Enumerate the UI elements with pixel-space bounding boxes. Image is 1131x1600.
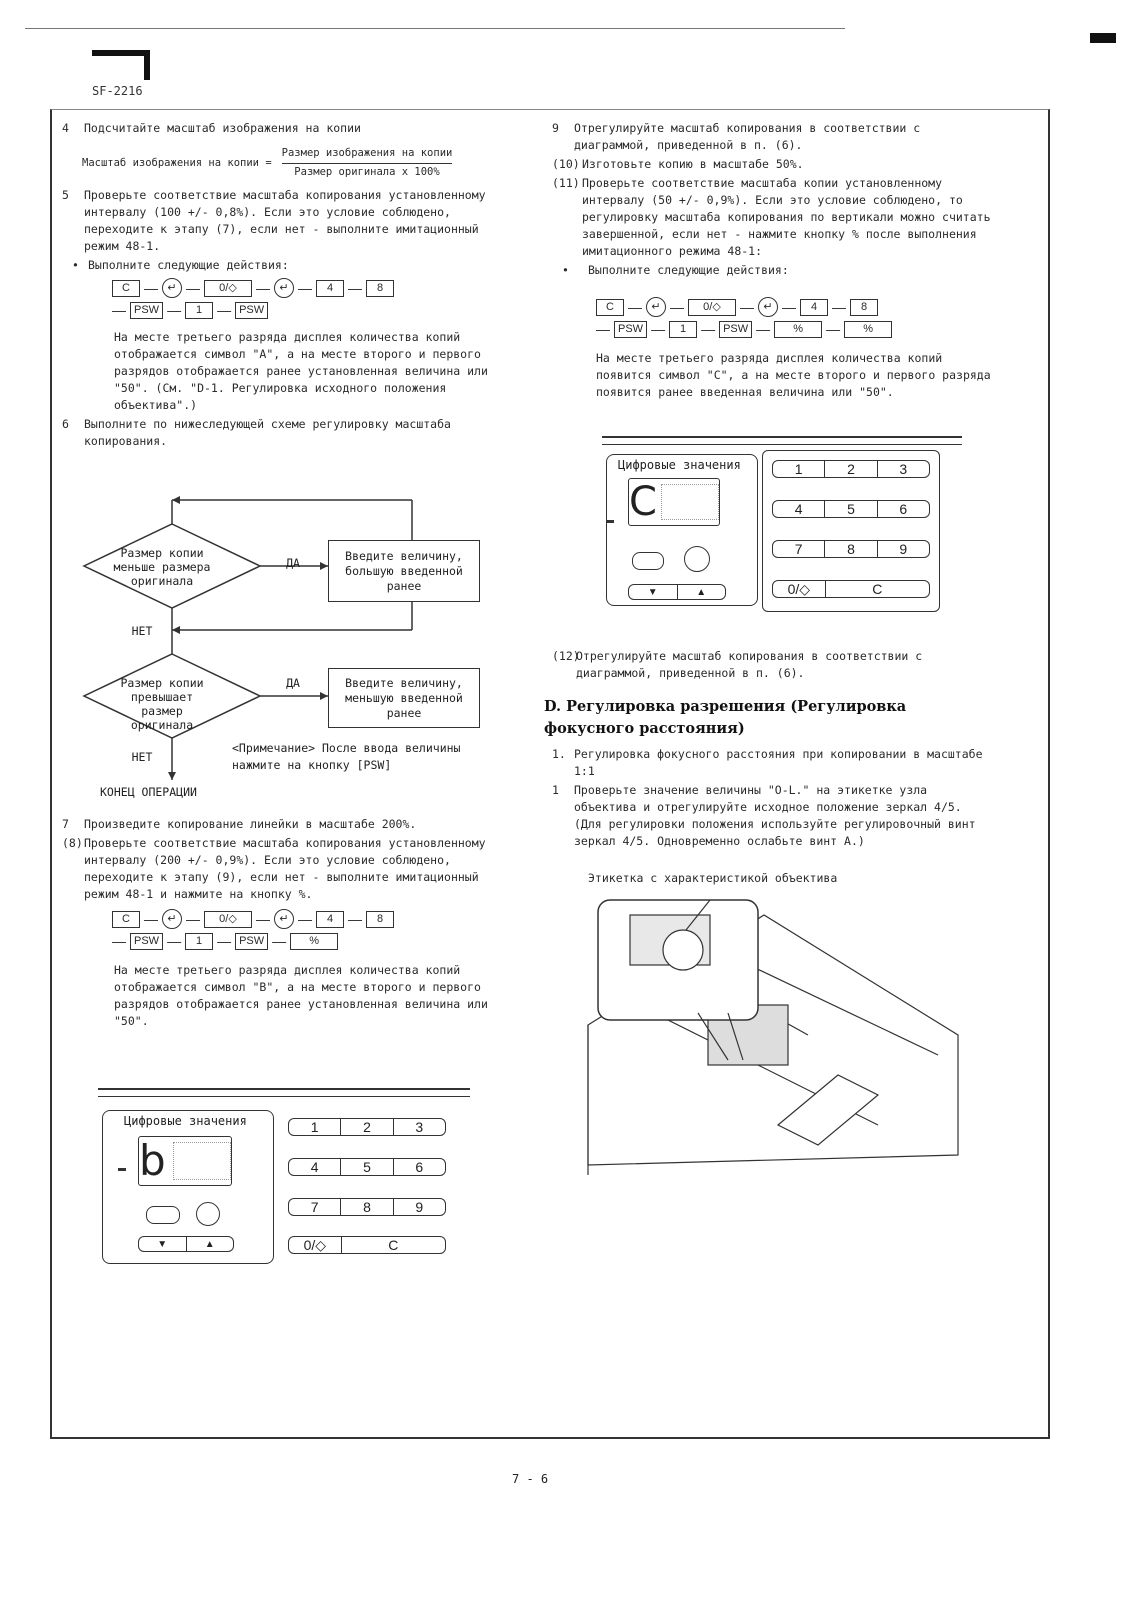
enter-icon: ↵ <box>646 297 666 317</box>
up-arrow-icon: ▲ <box>186 1237 234 1251</box>
down-arrow-icon: ▼ <box>157 1238 168 1250</box>
corner-mark <box>1090 33 1116 43</box>
key-zero: 0/◇ <box>688 299 736 316</box>
control-panel-right: Цифровые значения C ▼ ▲ 1 2 3 4 5 6 7 8 9 0/◇ C <box>602 436 962 626</box>
flow-note: <Примечание> После ввода величины нажмите на кнопку [PSW] <box>232 741 461 772</box>
key-psw: PSW <box>130 933 163 950</box>
left-column <box>62 120 502 452</box>
enter-icon: ↵ <box>274 278 294 298</box>
panel-button <box>632 552 664 570</box>
lcd-display: b <box>138 1136 232 1186</box>
key-percent: % <box>290 933 338 950</box>
enter-icon: ↵ <box>162 278 182 298</box>
note-b: На месте третьего разряда дисплея количества копий отображается символ "B", а на месте второго и первого разрядов отображается ранее установленная величина или "50". <box>114 963 488 1028</box>
enter-icon: ↵ <box>274 909 294 929</box>
down-arrow-icon: ▼ <box>647 586 658 598</box>
key-1: 1 <box>185 933 213 950</box>
key-sequence-b: C — ↵ — 0/◇ — ↵ — 4 — 8 — PSW — 1 — PSW — % <box>62 909 502 950</box>
key-c: C <box>112 280 140 297</box>
key-8: 8 <box>366 280 394 297</box>
panel-label: Цифровые значения <box>618 458 741 472</box>
key-8: 8 <box>366 911 394 928</box>
scale-formula: Масштаб изображения на копии = $\frac{\text{Размер изображения на копии}}{\text{Размер оригинала x 100\%}}$ <box>82 147 453 178</box>
page-number: 7 - 6 <box>512 1472 549 1486</box>
step-7: 7 Произведите копирование линейки в масштабе 200%. <box>62 817 417 831</box>
step-5: 5 Проверьте соответствие масштаба копирования установленному интервалу (100 +/- 0,8%). Если это условие соблюдено, переходите к этапу (7), если нет - выполните имитационный режим 48-1. <box>62 188 486 253</box>
key-1: 1 <box>185 302 213 319</box>
step-10: (10) Изготовьте копию в масштабе 50%. <box>552 157 804 171</box>
key-psw: PSW <box>235 933 268 950</box>
bullet-actions: • Выполните следующие действия: <box>62 257 502 274</box>
section-heading: D. Регулировка разрешения (Регулировка фокусного расстояния) <box>544 698 907 737</box>
arrow-keys <box>628 584 726 600</box>
step-11: (11) Проверьте соответствие масштаба копии установленному интервалу (50 +/- 0,9%). Если это условие соблюдено, то регулировку масштаба копирования по вертикали можно считать завершенной, если нет - нажмите кнопку % после выполнения имитационного режима 48-1: <box>552 176 991 258</box>
enter-icon: ↵ <box>758 297 778 317</box>
key-zero: 0/◇ <box>204 280 252 297</box>
flow-yes-1: ДА <box>286 556 300 570</box>
key-c: C <box>596 299 624 316</box>
enter-icon: ↵ <box>162 909 182 929</box>
key-psw: PSW <box>719 321 752 338</box>
control-panel-left: Цифровые значения b ▼ ▲ 1 2 3 4 5 6 7 8 9 0/◇ C <box>98 1088 470 1288</box>
key-psw: PSW <box>130 302 163 319</box>
key-psw: PSW <box>614 321 647 338</box>
up-arrow-icon: ▲ <box>677 585 726 599</box>
bullet-actions-2: • Выполните следующие действия: <box>552 262 992 279</box>
key-8: 8 <box>850 299 878 316</box>
key-sequence-c: C — ↵ — 0/◇ — ↵ — 4 — 8 — PSW — 1 — PSW — % — % <box>552 297 992 338</box>
flow-no-1: НЕТ <box>131 624 153 638</box>
panel-button <box>146 1206 180 1224</box>
flow-action-2: Введите величину, меньшую введенной ранее <box>328 668 480 728</box>
left-column-lower <box>62 816 502 1032</box>
top-rule <box>25 28 845 29</box>
section-d1: 1. Регулировка фокусного расстояния при копировании в масштабе 1:1 <box>552 747 983 778</box>
figure-caption: Этикетка с характеристикой объектива <box>588 871 838 885</box>
flow-yes-2: ДА <box>286 676 300 690</box>
flow-end: КОНЕЦ ОПЕРАЦИИ <box>100 785 197 799</box>
key-sequence-a: C — ↵ — 0/◇ — ↵ — 4 — 8 — PSW — 1 — PSW <box>62 278 502 319</box>
right-column-lower <box>544 648 992 889</box>
flow-no-2: НЕТ <box>131 750 153 764</box>
flow-question-2: Размер копии превышает размер оригинала <box>120 676 204 732</box>
key-psw: PSW <box>235 302 268 319</box>
right-column <box>552 120 992 403</box>
key-4: 4 <box>316 911 344 928</box>
panel-round-button <box>684 546 710 572</box>
flow-action-1: Введите величину, большую введенной ранее <box>328 540 480 602</box>
flow-question-1: Размер копии меньше размера оригинала <box>113 546 211 588</box>
note-c: На месте третьего разряда дисплея количества копий появится символ "C", а на месте второго и первого разряда появится ранее введенная величина или "50". <box>596 351 991 399</box>
key-percent: % <box>844 321 892 338</box>
logo <box>92 50 150 80</box>
step-8: (8) Проверьте соответствие масштаба копирования установленному интервалу (200 +/- 0,9%). Если это условие соблюдено, переходите к этапу (9), если нет - выполните имитационный режим 48-1 и нажмите на кнопку %. <box>62 836 486 901</box>
key-4: 4 <box>316 280 344 297</box>
panel-label: Цифровые значения <box>124 1114 247 1128</box>
step-9: 9 Отрегулируйте масштаб копирования в соответствии с диаграммой, приведенной в п. (6). <box>552 121 921 152</box>
key-1: 1 <box>669 321 697 338</box>
key-zero: 0/◇ <box>204 911 252 928</box>
arrow-keys <box>138 1236 234 1252</box>
step-6: 6 Выполните по нижеследующей схеме регулировку масштаба копирования. <box>62 417 451 448</box>
step-12: (12) Отрегулируйте масштаб копирования в соответствии с диаграммой, приведенной в п. (6). <box>552 649 923 680</box>
step-4: 4 Подсчитайте масштаб изображения на копии <box>62 121 361 135</box>
section-d1-1: 1 Проверьте значение величины "O-L." на этикетке узла объектива и отрегулируйте исходное положение зеркал 4/5. (Для регулировки положения используйте регулировочный винт зеркал 4/5. Одновременно ослабьте винт A.) <box>552 783 976 848</box>
key-4: 4 <box>800 299 828 316</box>
note-a: На месте третьего разряда дисплея количества копий отображается символ "A", а на месте второго и первого разрядов отображается ранее установленная величина или "50". (См. "D-1. Регулировка исходного положения объектива".) <box>114 330 488 412</box>
panel-round-button <box>196 1202 220 1226</box>
lens-figure <box>578 895 978 1195</box>
lcd-display: C <box>628 478 720 526</box>
key-percent: % <box>774 321 822 338</box>
model-number: SF-2216 <box>92 84 143 98</box>
key-c: C <box>112 911 140 928</box>
